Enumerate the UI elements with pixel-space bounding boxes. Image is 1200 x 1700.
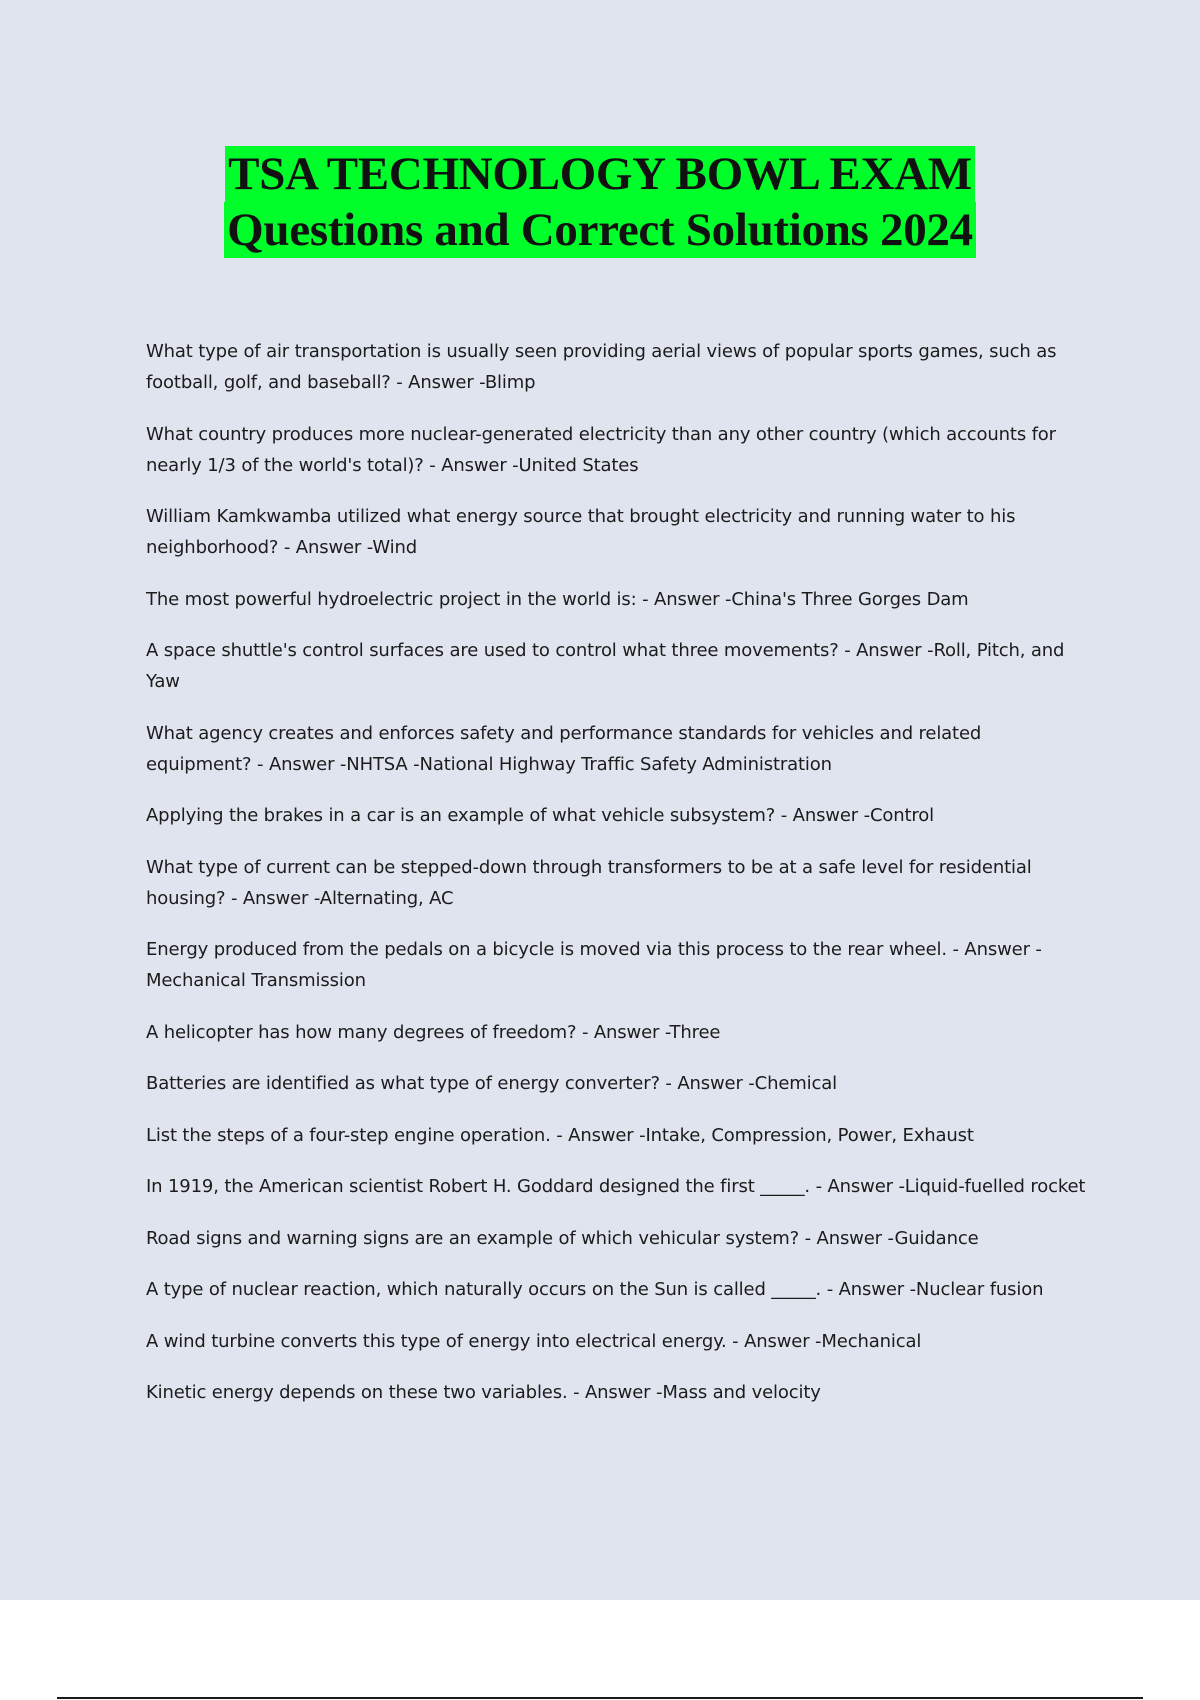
qa-item-16: A wind turbine converts this type of energy into electrical energy. - Answer -Mechanical [146, 1330, 922, 1352]
qa-item-4: The most powerful hydroelectric project in the world is: - Answer -China's Three Gorges Dam [146, 588, 969, 610]
title-line-1: TSA TECHNOLOGY BOWL EXAM [225, 146, 975, 202]
qa-item-5: A space shuttle's control surfaces are used to control what three movements? - Answer -Roll, Pitch, and Yaw [146, 640, 1065, 692]
title-line-2: Questions and Correct Solutions 2024 [224, 202, 976, 258]
question-answer-list [146, 336, 1086, 1429]
footer-divider [57, 1697, 1143, 1699]
qa-item-15: A type of nuclear reaction, which naturally occurs on the Sun is called _____. - Answer -Nuclear fusion [146, 1279, 1044, 1300]
qa-item-7: Applying the brakes in a car is an example of what vehicle subsystem? - Answer -Control [146, 805, 934, 826]
qa-item-8: What type of current can be stepped-down through transformers to be at a safe level for residential housing? - Answer -Alternating, AC [146, 856, 1032, 909]
document-title [0, 146, 1200, 258]
qa-item-10: A helicopter has how many degrees of freedom? - Answer -Three [146, 1021, 721, 1043]
qa-item-9: Energy produced from the pedals on a bicycle is moved via this process to the rear wheel. - Answer -Mechanical Transmission [146, 939, 1042, 991]
qa-item-14: Road signs and warning signs are an example of which vehicular system? - Answer -Guidance [146, 1227, 979, 1249]
qa-item-13: In 1919, the American scientist Robert H. Goddard designed the first _____. - Answer -Liquid-fuelled rocket [146, 1176, 1086, 1197]
qa-item-3: William Kamkwamba utilized what energy source that brought electricity and running water to his neighborhood? - Answer -Wind [146, 506, 1016, 558]
qa-item-6: What agency creates and enforces safety and performance standards for vehicles and related equipment? - Answer -NHTSA -National Highway Traffic Safety Administration [146, 722, 982, 775]
qa-item-17: Kinetic energy depends on these two variables. - Answer -Mass and velocity [146, 1382, 821, 1403]
qa-item-12: List the steps of a four-step engine operation. - Answer -Intake, Compression, Power, Exhaust [146, 1124, 974, 1146]
qa-item-2: What country produces more nuclear-generated electricity than any other country (which accounts for nearly 1/3 of the world's total)? - Answer -United States [146, 423, 1056, 476]
qa-item-1: What type of air transportation is usually seen providing aerial views of popular sports games, such as football, golf, and baseball? - Answer -Blimp [146, 341, 1057, 393]
qa-item-11: Batteries are identified as what type of energy converter? - Answer -Chemical [146, 1073, 837, 1094]
